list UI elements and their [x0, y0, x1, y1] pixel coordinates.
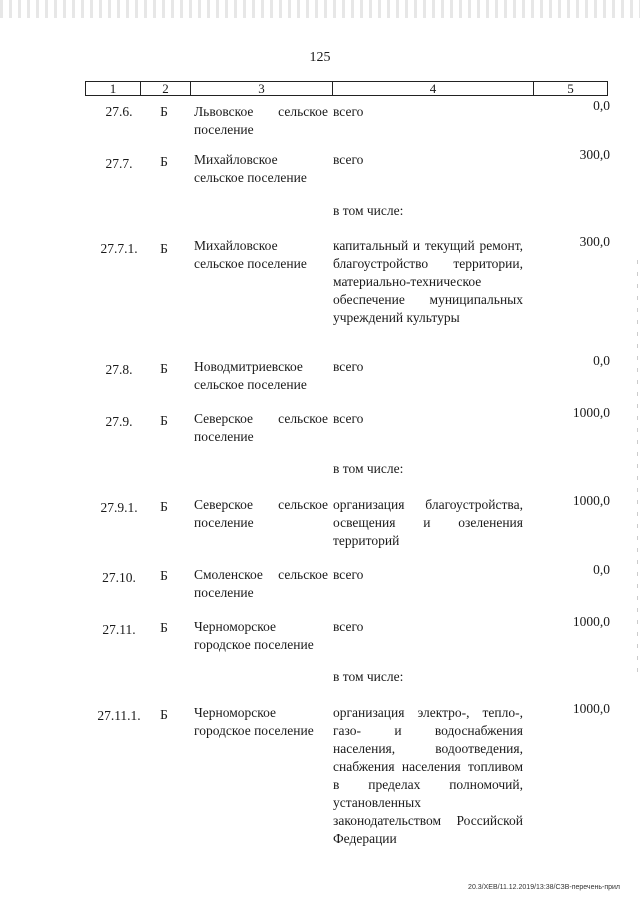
- subheading: в том числе:: [333, 461, 404, 476]
- row-code: Б: [160, 241, 168, 256]
- row-number: 27.11.: [102, 622, 136, 637]
- row-description: всего: [333, 152, 364, 167]
- scan-artifact: [637, 260, 638, 680]
- row-name: Черноморское городское поселение: [194, 705, 314, 738]
- row-value: 300,0: [579, 147, 610, 162]
- row-number: 27.11.1.: [97, 708, 141, 723]
- row-number: 27.9.1.: [100, 500, 138, 515]
- row-description: всего: [333, 411, 364, 426]
- header-col-4: 4: [333, 82, 534, 95]
- row-value: 1000,0: [572, 701, 610, 716]
- row-value: 1000,0: [572, 405, 610, 420]
- row-code: Б: [160, 413, 168, 428]
- row-code: Б: [160, 499, 168, 514]
- scan-artifact: [0, 0, 640, 18]
- row-name: Львовское сельское поселение: [194, 104, 328, 137]
- row-description: организация электро-, тепло-, газо- и водоснабжения населения, водоотведения, снабжения населения топливом в пределах полномочий, установленных законодательством Российской Федерации: [333, 705, 523, 846]
- row-name: Новодмитриевское сельское поселение: [194, 359, 307, 392]
- row-value: 0,0: [593, 353, 610, 368]
- header-col-3: 3: [191, 82, 333, 95]
- row-code: Б: [160, 104, 168, 119]
- row-code: Б: [160, 568, 168, 583]
- row-value: 1000,0: [572, 493, 610, 508]
- table-header: [85, 81, 608, 96]
- row-name: Северское сельское поселение: [194, 497, 328, 530]
- row-number: 27.8.: [105, 362, 133, 377]
- row-value: 1000,0: [572, 614, 610, 629]
- row-value: 300,0: [579, 234, 610, 249]
- page-number: 125: [309, 50, 331, 65]
- header-col-5: 5: [567, 81, 574, 96]
- row-code: Б: [160, 361, 168, 376]
- row-number: 27.10.: [102, 570, 136, 585]
- row-name: Смоленское сельское поселение: [194, 567, 328, 600]
- row-name: Северское сельское поселение: [194, 411, 328, 444]
- row-value: 0,0: [593, 98, 610, 113]
- row-name: Михайловское сельское поселение: [194, 152, 307, 185]
- footer-stamp: 20.3/ХЕВ/11.12.2019/13:38/СЗВ-перечень-прил: [468, 884, 620, 891]
- row-number: 27.7.: [105, 156, 133, 171]
- header-col-1: 1: [86, 82, 141, 95]
- row-name: Черноморское городское поселение: [194, 619, 314, 652]
- row-description: всего: [333, 104, 364, 119]
- row-number: 27.7.1.: [100, 241, 138, 256]
- row-code: Б: [160, 620, 168, 635]
- row-code: Б: [160, 154, 168, 169]
- row-description: всего: [333, 567, 364, 582]
- row-description: организация благоустройства, освещения и озеленения территорий: [333, 497, 523, 548]
- row-description: капитальный и текущий ремонт, благоустройство территории, материально-техническое обеспечение муниципальных учреждений культуры: [333, 238, 523, 325]
- row-number: 27.6.: [105, 104, 133, 119]
- row-number: 27.9.: [105, 414, 133, 429]
- subheading: в том числе:: [333, 669, 404, 684]
- row-value: 0,0: [593, 562, 610, 577]
- row-description: всего: [333, 619, 364, 634]
- row-name: Михайловское сельское поселение: [194, 238, 307, 271]
- header-col-2: 2: [141, 82, 191, 95]
- row-description: всего: [333, 359, 364, 374]
- subheading: в том числе:: [333, 203, 404, 218]
- row-code: Б: [160, 707, 168, 722]
